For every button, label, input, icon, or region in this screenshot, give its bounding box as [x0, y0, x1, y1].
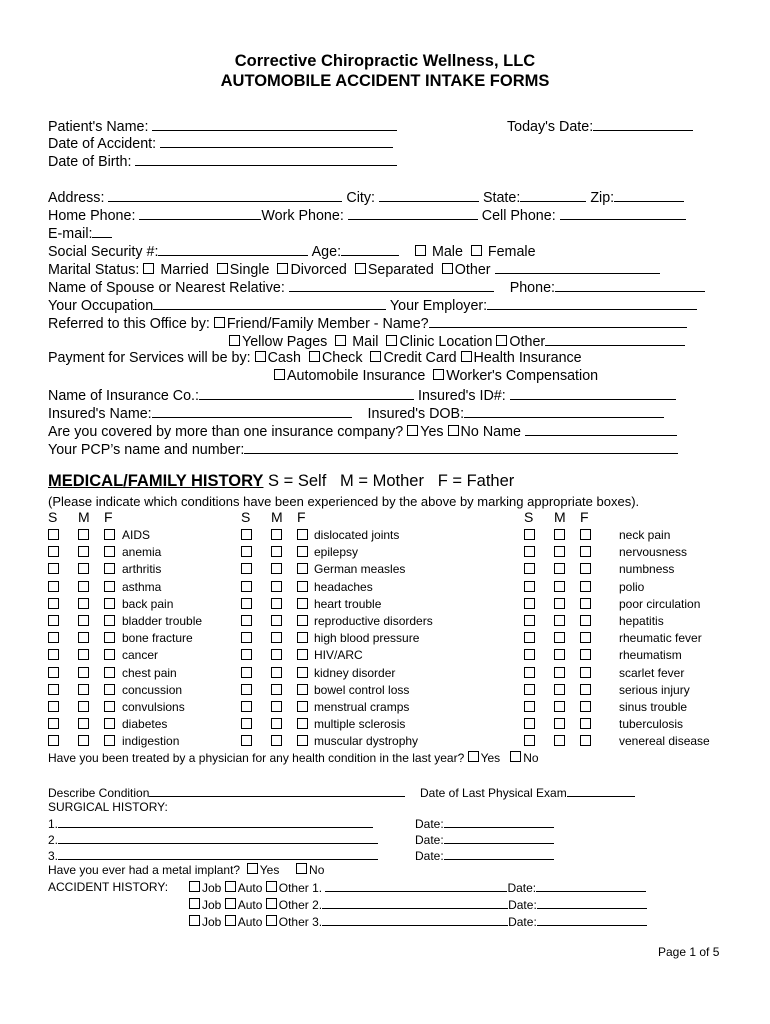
ssn-row: Social Security #: Age: Male Female [48, 244, 536, 260]
friend-name-field[interactable] [429, 314, 687, 328]
condition-label: poor circulation [619, 596, 701, 611]
condition-checkbox-m[interactable] [271, 529, 282, 540]
condition-checkbox-m[interactable] [78, 529, 89, 540]
condition-label: tuberculosis [619, 717, 684, 732]
condition-checkbox-m[interactable] [78, 563, 89, 574]
condition-checkbox-s[interactable] [48, 581, 59, 592]
payment-row-2: Automobile Insurance Worker's Compensation [274, 368, 598, 385]
multi-ins-yes-checkbox[interactable] [407, 425, 418, 436]
condition-checkbox-m[interactable] [271, 735, 282, 746]
surgery-3-date-field[interactable] [444, 848, 554, 860]
condition-checkbox-f[interactable] [104, 718, 115, 729]
payment-row: Payment for Services will be by: Cash Check Credit Card Health Insurance [48, 350, 582, 366]
work-phone-field[interactable] [348, 206, 478, 220]
medical-instructions: (Please indicate which conditions have been experienced by the above by marking appropriate boxes). [48, 494, 640, 509]
condition-checkbox-m[interactable] [271, 546, 282, 557]
condition-checkbox-m[interactable] [554, 546, 565, 557]
condition-checkbox-s[interactable] [524, 632, 535, 643]
condition-checkbox-f[interactable] [104, 615, 115, 626]
condition-checkbox-m[interactable] [554, 598, 565, 609]
check-checkbox[interactable] [309, 351, 320, 362]
male-checkbox[interactable] [415, 245, 426, 256]
surgery-1-date: Date: [415, 816, 554, 832]
condition-checkbox-f[interactable] [297, 735, 308, 746]
condition-checkbox-f[interactable] [104, 581, 115, 592]
spouse-phone-field[interactable] [555, 278, 705, 292]
insured-name-field[interactable] [152, 404, 352, 418]
describe-condition-field[interactable] [149, 785, 405, 797]
condition-checkbox-m[interactable] [271, 563, 282, 574]
condition-checkbox-m[interactable] [78, 546, 89, 557]
condition-checkbox-s[interactable] [48, 563, 59, 574]
condition-checkbox-s[interactable] [241, 701, 252, 712]
accident-1-auto-checkbox[interactable] [225, 881, 236, 892]
smf-header-m: M [554, 509, 566, 525]
surgery-3-date: Date: [415, 848, 554, 864]
accident-row-2: Job Auto Other 2. Date: [189, 897, 647, 913]
accident-2-job-checkbox[interactable] [189, 898, 200, 909]
condition-checkbox-f[interactable] [580, 735, 591, 746]
condition-checkbox-m[interactable] [78, 735, 89, 746]
condition-checkbox-s[interactable] [524, 718, 535, 729]
condition-checkbox-s[interactable] [48, 684, 59, 695]
condition-checkbox-m[interactable] [554, 563, 565, 574]
credit-card-checkbox[interactable] [370, 351, 381, 362]
accident-2-date-field[interactable] [537, 897, 647, 909]
condition-label: chest pain [122, 665, 177, 680]
marital-other-field[interactable] [495, 260, 660, 274]
condition-label: epilepsy [314, 545, 359, 560]
condition-checkbox-f[interactable] [297, 649, 308, 660]
condition-checkbox-s[interactable] [241, 649, 252, 660]
condition-checkbox-s[interactable] [48, 701, 59, 712]
condition-checkbox-s[interactable] [524, 581, 535, 592]
implant-no-checkbox[interactable] [296, 863, 307, 874]
accident-1-field[interactable] [325, 880, 507, 892]
insurance-co-field[interactable] [199, 386, 414, 400]
accident-row-3: Job Auto Other 3. Date: [189, 914, 647, 930]
phones-row: Home Phone: Work Phone: Cell Phone: [48, 206, 686, 225]
accident-2-field[interactable] [322, 897, 508, 909]
insurance-co-row: Name of Insurance Co.: Insured's ID#: [48, 386, 676, 405]
condition-checkbox-s[interactable] [241, 718, 252, 729]
condition-checkbox-m[interactable] [78, 667, 89, 678]
condition-label: muscular dystrophy [314, 734, 419, 749]
condition-checkbox-f[interactable] [580, 529, 591, 540]
home-phone-field[interactable] [139, 206, 261, 220]
page-number: Page 1 of 5 [658, 945, 720, 959]
condition-label: dislocated joints [314, 528, 400, 542]
condition-checkbox-m[interactable] [271, 615, 282, 626]
dob-field[interactable] [135, 152, 397, 166]
accident-1-date-field[interactable] [536, 880, 646, 892]
insured-name-row: Insured's Name: Insured's DOB: [48, 404, 664, 423]
accident-row-1: Job Auto Other 1. Date: [189, 880, 646, 896]
multi-insurance-row: Are you covered by more than one insurance company? Yes No Name [48, 422, 677, 441]
referred-row: Referred to this Office by: Friend/Family Member - Name? [48, 314, 687, 333]
surgery-3-row: 3. [48, 848, 378, 864]
surgery-1-date-field[interactable] [444, 816, 554, 828]
employer-field[interactable] [487, 296, 697, 310]
condition-label: numbness [619, 562, 675, 577]
todays-date-row: Today's Date: [507, 117, 693, 136]
surgery-2-field[interactable] [58, 832, 378, 844]
city-field[interactable] [379, 188, 479, 202]
referral-other-field[interactable] [545, 332, 685, 346]
mail-checkbox[interactable] [335, 335, 346, 346]
referred-row-2: Yellow Pages Mail Clinic Location Other [229, 332, 685, 351]
treated-row: Have you been treated by a physician for any health condition in the last year? Yes No [48, 751, 539, 765]
condition-checkbox-s[interactable] [524, 615, 535, 626]
condition-checkbox-m[interactable] [554, 529, 565, 540]
condition-label: polio [619, 579, 645, 594]
email-row: E-mail: [48, 224, 112, 243]
condition-checkbox-s[interactable] [48, 598, 59, 609]
condition-checkbox-m[interactable] [271, 581, 282, 592]
accident-2-other-checkbox[interactable] [266, 898, 277, 909]
treated-yes-checkbox[interactable] [468, 751, 479, 762]
condition-checkbox-s[interactable] [524, 649, 535, 660]
cash-checkbox[interactable] [255, 351, 266, 362]
accident-3-auto-checkbox[interactable] [225, 915, 236, 926]
condition-label: concussion [122, 682, 183, 697]
condition-checkbox-s[interactable] [48, 735, 59, 746]
condition-checkbox-f[interactable] [580, 546, 591, 557]
condition-checkbox-m[interactable] [78, 684, 89, 695]
condition-label: heart trouble [314, 596, 382, 611]
zip-field[interactable] [614, 188, 684, 202]
condition-checkbox-m[interactable] [554, 632, 565, 643]
condition-checkbox-m[interactable] [554, 684, 565, 695]
condition-checkbox-s[interactable] [241, 598, 252, 609]
separated-checkbox[interactable] [355, 263, 366, 274]
condition-label: bowel control loss [314, 682, 410, 697]
spouse-row: Name of Spouse or Nearest Relative: Phone: [48, 278, 705, 297]
multi-ins-name-field[interactable] [525, 422, 677, 436]
referral-other-checkbox[interactable] [496, 335, 507, 346]
accident-2-auto-checkbox[interactable] [225, 898, 236, 909]
condition-checkbox-f[interactable] [580, 615, 591, 626]
condition-checkbox-s[interactable] [241, 632, 252, 643]
condition-checkbox-m[interactable] [271, 598, 282, 609]
condition-checkbox-s[interactable] [241, 563, 252, 574]
accident-3-other-checkbox[interactable] [266, 915, 277, 926]
condition-checkbox-s[interactable] [241, 684, 252, 695]
smf-header-f: F [297, 509, 306, 525]
friend-checkbox[interactable] [214, 317, 225, 328]
accident-1-other-checkbox[interactable] [266, 881, 277, 892]
describe-condition-row: Describe Condition [48, 785, 405, 801]
surgery-2-date-field[interactable] [444, 832, 554, 844]
treated-no-checkbox[interactable] [510, 751, 521, 762]
patient-name-field[interactable] [152, 117, 397, 131]
dob-row: Date of Birth: [48, 152, 397, 171]
condition-checkbox-s[interactable] [241, 735, 252, 746]
condition-checkbox-f[interactable] [297, 632, 308, 643]
accident-3-field[interactable] [322, 914, 508, 926]
condition-checkbox-m[interactable] [554, 581, 565, 592]
married-checkbox[interactable] [143, 263, 154, 274]
last-physical-row: Date of Last Physical Exam [420, 785, 635, 801]
condition-checkbox-m[interactable] [554, 667, 565, 678]
condition-checkbox-f[interactable] [580, 701, 591, 712]
condition-label: sinus trouble [619, 700, 688, 714]
condition-checkbox-s[interactable] [524, 563, 535, 574]
condition-checkbox-f[interactable] [297, 546, 308, 557]
condition-label: asthma [122, 579, 162, 594]
insured-dob-field[interactable] [464, 404, 664, 418]
condition-checkbox-f[interactable] [104, 735, 115, 746]
multi-ins-no-checkbox[interactable] [448, 425, 459, 436]
divorced-checkbox[interactable] [277, 263, 288, 274]
condition-checkbox-f[interactable] [104, 632, 115, 643]
condition-checkbox-m[interactable] [554, 701, 565, 712]
condition-checkbox-f[interactable] [297, 563, 308, 574]
condition-label: diabetes [122, 717, 168, 732]
condition-label: cancer [122, 648, 159, 663]
condition-checkbox-s[interactable] [48, 546, 59, 557]
age-field[interactable] [341, 242, 399, 256]
condition-checkbox-s[interactable] [524, 598, 535, 609]
condition-label: neck pain [619, 528, 671, 542]
smf-header-s: S [241, 509, 251, 525]
address-row: Address: City: State: Zip: [48, 188, 684, 207]
patient-name-row: Patient's Name: [48, 117, 397, 136]
condition-checkbox-m[interactable] [554, 718, 565, 729]
spouse-field[interactable] [289, 278, 494, 292]
condition-label: bladder trouble [122, 614, 203, 628]
condition-label: hepatitis [619, 614, 664, 628]
condition-checkbox-m[interactable] [78, 701, 89, 712]
condition-label: convulsions [122, 700, 185, 714]
company-name: Corrective Chiropractic Wellness, LLC [234, 52, 536, 70]
condition-checkbox-f[interactable] [580, 667, 591, 678]
condition-checkbox-m[interactable] [78, 615, 89, 626]
condition-checkbox-s[interactable] [48, 649, 59, 660]
smf-header-s: S [48, 509, 58, 525]
condition-checkbox-f[interactable] [104, 529, 115, 540]
condition-checkbox-s[interactable] [524, 701, 535, 712]
occupation-field[interactable] [153, 296, 386, 310]
condition-checkbox-s[interactable] [524, 546, 535, 557]
last-physical-field[interactable] [567, 785, 635, 797]
condition-label: nervousness [619, 545, 688, 560]
condition-checkbox-s[interactable] [48, 667, 59, 678]
condition-checkbox-s[interactable] [241, 667, 252, 678]
condition-checkbox-m[interactable] [271, 718, 282, 729]
condition-checkbox-f[interactable] [580, 632, 591, 643]
condition-label: rheumatism [619, 648, 682, 663]
condition-checkbox-s[interactable] [524, 684, 535, 695]
condition-checkbox-m[interactable] [554, 735, 565, 746]
condition-checkbox-f[interactable] [580, 649, 591, 660]
cell-phone-field[interactable] [560, 206, 686, 220]
condition-checkbox-s[interactable] [524, 529, 535, 540]
condition-label: back pain [122, 596, 174, 611]
condition-checkbox-s[interactable] [48, 615, 59, 626]
condition-label: anemia [122, 545, 162, 560]
condition-label: arthritis [122, 562, 162, 577]
condition-label: indigestion [122, 734, 180, 749]
condition-checkbox-m[interactable] [554, 615, 565, 626]
condition-checkbox-m[interactable] [271, 701, 282, 712]
occupation-row: Your Occupation Your Employer: [48, 296, 697, 315]
condition-checkbox-f[interactable] [104, 598, 115, 609]
surgery-1-field[interactable] [58, 816, 373, 828]
condition-label: headaches [314, 579, 373, 594]
accident-date-field[interactable] [160, 134, 393, 148]
address-field[interactable] [108, 188, 342, 202]
pcp-row: Your PCP’s name and number: [48, 440, 678, 459]
accident-1-job-checkbox[interactable] [189, 881, 200, 892]
condition-checkbox-m[interactable] [271, 649, 282, 660]
condition-label: kidney disorder [314, 665, 396, 680]
condition-label: HIV/ARC [314, 648, 363, 663]
condition-checkbox-f[interactable] [104, 701, 115, 712]
smf-header-m: M [271, 509, 283, 525]
condition-checkbox-m[interactable] [78, 649, 89, 660]
condition-label: scarlet fever [619, 665, 685, 680]
form-title: AUTOMOBILE ACCIDENT INTAKE FORMS [220, 72, 550, 90]
condition-checkbox-s[interactable] [48, 529, 59, 540]
condition-checkbox-f[interactable] [297, 684, 308, 695]
surgery-2-date: Date: [415, 832, 554, 848]
surgical-history-title: SURGICAL HISTORY: [48, 800, 168, 814]
workers-comp-checkbox[interactable] [433, 369, 444, 380]
condition-checkbox-f[interactable] [580, 598, 591, 609]
condition-checkbox-f[interactable] [297, 667, 308, 678]
condition-checkbox-m[interactable] [271, 632, 282, 643]
condition-checkbox-f[interactable] [580, 718, 591, 729]
single-checkbox[interactable] [217, 263, 228, 274]
condition-checkbox-s[interactable] [48, 632, 59, 643]
condition-checkbox-s[interactable] [241, 529, 252, 540]
surgery-3-field[interactable] [58, 848, 378, 860]
accident-date-row: Date of Accident: [48, 134, 393, 153]
condition-checkbox-f[interactable] [580, 581, 591, 592]
yellow-pages-checkbox[interactable] [229, 335, 240, 346]
condition-checkbox-f[interactable] [580, 563, 591, 574]
condition-checkbox-f[interactable] [297, 701, 308, 712]
condition-checkbox-m[interactable] [78, 718, 89, 729]
medical-history-heading: MEDICAL/FAMILY HISTORY S = Self M = Mother F = Father [48, 472, 515, 490]
condition-label: bone fracture [122, 631, 193, 646]
condition-label: German measles [314, 562, 406, 577]
condition-checkbox-s[interactable] [241, 546, 252, 557]
condition-checkbox-f[interactable] [297, 718, 308, 729]
condition-checkbox-f[interactable] [104, 563, 115, 574]
condition-checkbox-f[interactable] [104, 546, 115, 557]
condition-checkbox-m[interactable] [271, 684, 282, 695]
implant-yes-checkbox[interactable] [247, 863, 258, 874]
condition-checkbox-f[interactable] [580, 684, 591, 695]
condition-checkbox-m[interactable] [271, 667, 282, 678]
smf-header-m: M [78, 509, 90, 525]
condition-checkbox-s[interactable] [48, 718, 59, 729]
condition-checkbox-f[interactable] [297, 529, 308, 540]
metal-implant-row: Have you ever had a metal implant? Yes No [48, 863, 325, 877]
condition-checkbox-m[interactable] [78, 581, 89, 592]
condition-checkbox-f[interactable] [104, 684, 115, 695]
marital-row: Marital Status: Married Single Divorced Separated Other [48, 260, 660, 279]
condition-checkbox-s[interactable] [241, 615, 252, 626]
surgery-2-row: 2. [48, 832, 378, 848]
condition-checkbox-s[interactable] [241, 581, 252, 592]
smf-header-s: S [524, 509, 534, 525]
pcp-field[interactable] [244, 440, 678, 454]
condition-label: rheumatic fever [619, 631, 702, 646]
smf-header-f: F [104, 509, 113, 525]
surgery-1-row: 1. [48, 816, 373, 832]
female-checkbox[interactable] [471, 245, 482, 256]
condition-label: serious injury [619, 682, 690, 697]
smf-header-f: F [580, 509, 589, 525]
condition-checkbox-m[interactable] [78, 598, 89, 609]
insured-id-field[interactable] [510, 386, 676, 400]
condition-label: reproductive disorders [314, 614, 433, 628]
email-field[interactable] [92, 224, 112, 238]
condition-label: multiple sclerosis [314, 717, 406, 732]
condition-checkbox-m[interactable] [78, 632, 89, 643]
condition-checkbox-s[interactable] [524, 667, 535, 678]
condition-checkbox-f[interactable] [104, 649, 115, 660]
condition-checkbox-f[interactable] [104, 667, 115, 678]
auto-insurance-checkbox[interactable] [274, 369, 285, 380]
condition-label: venereal disease [619, 734, 710, 749]
condition-checkbox-f[interactable] [297, 581, 308, 592]
health-insurance-checkbox[interactable] [461, 351, 472, 362]
ssn-field[interactable] [158, 242, 308, 256]
condition-label: high blood pressure [314, 631, 420, 646]
todays-date-field[interactable] [593, 117, 693, 131]
condition-label: menstrual cramps [314, 700, 410, 714]
condition-checkbox-s[interactable] [524, 735, 535, 746]
accident-3-date-field[interactable] [537, 914, 647, 926]
condition-checkbox-f[interactable] [297, 598, 308, 609]
accident-3-job-checkbox[interactable] [189, 915, 200, 926]
condition-label: AIDS [122, 528, 151, 542]
clinic-location-checkbox[interactable] [386, 335, 397, 346]
marital-other-checkbox[interactable] [442, 263, 453, 274]
state-field[interactable] [520, 188, 586, 202]
condition-checkbox-f[interactable] [297, 615, 308, 626]
condition-checkbox-m[interactable] [554, 649, 565, 660]
accident-history-label: ACCIDENT HISTORY: [48, 880, 169, 894]
